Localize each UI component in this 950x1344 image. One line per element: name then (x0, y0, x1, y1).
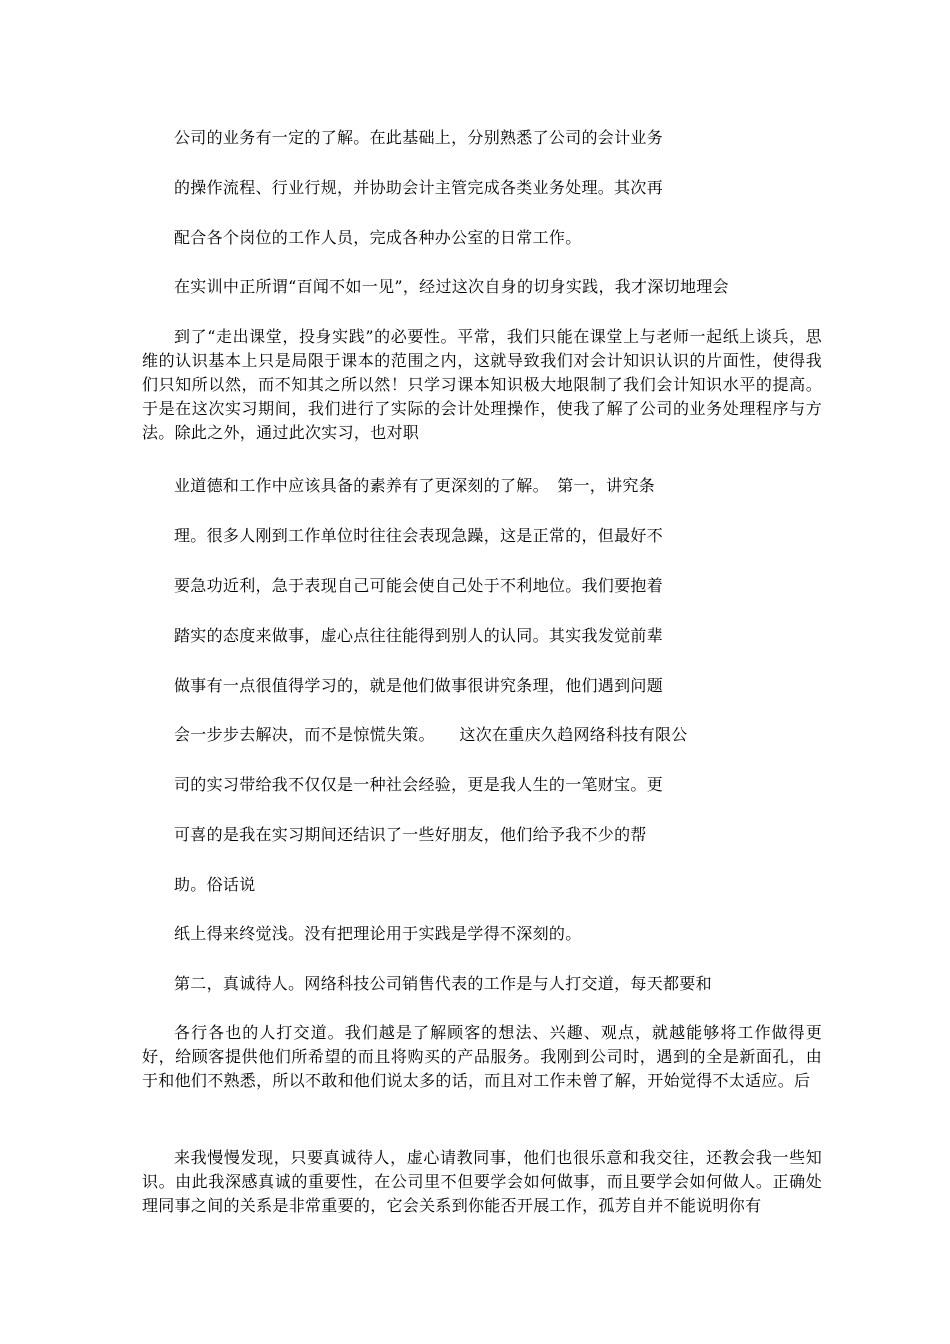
text-line: 业道德和工作中应该具备的素养有了更深刻的了解。 第一，讲究条 (174, 476, 656, 495)
text-line: 助。俗话说 (174, 875, 256, 894)
paragraph: 到了“走出课堂，投身实践”的必要性。平常，我们只能在课堂上与老师一起纸上谈兵，思维的认识基本上只是局限于课本的范围之内，这就导致我们对会计知识认识的片面性，使得我们只知所以然，而不知其之所以然！只学习课本知识极大地限制了我们会计知识水平的提高。于是在这次实习期间，我们进行了实际的会计处理操作，使我了解了公司的业务处理程序与方法。除此之外，通过此次实习，也对职 (142, 327, 822, 442)
paragraph: 来我慢慢发现，只要真诚待人，虚心请教同事，他们也很乐意和我交往，还教会我一些知识。由此我深感真诚的重要性，在公司里不但要学会如何做事，而且要学会如何做人。正确处理同事之间的关系是非常重要的，它会关系到你能否开展工作，孤芳自并不能说明你有 (142, 1148, 822, 1215)
text-line: 公司的业务有一定的了解。在此基础上，分别熟悉了公司的会计业务 (174, 128, 664, 147)
text-line: 纸上得来终觉浅。没有把理论用于实践是学得不深刻的。 (174, 924, 582, 943)
text-line: 的操作流程、行业行规，并协助会计主管完成各类业务处理。其次再 (174, 178, 664, 197)
text-line: 做事有一点很值得学习的，就是他们做事很讲究条理，他们遇到问题 (174, 676, 664, 695)
text-line: 可喜的是我在实习期间还结识了一些好朋友，他们给予我不少的帮 (174, 825, 647, 844)
text-line: 第二，真诚待人。网络科技公司销售代表的工作是与人打交道，每天都要和 (174, 974, 712, 993)
text-line: 理。很多人刚到工作单位时往往会表现急躁，这是正常的，但最好不 (174, 526, 664, 545)
text-line: 配合各个岗位的工作人员，完成各种办公室的日常工作。 (174, 228, 582, 247)
text-line: 在实训中正所谓“百闻不如一见”，经过这次自身的切身实践，我才深切地理会 (174, 277, 729, 296)
text-line: 踏实的态度来做事，虚心点往往能得到别人的认同。其实我发觉前辈 (174, 626, 664, 645)
text-line: 要急功近利，急于表现自己可能会使自己处于不利地位。我们要抱着 (174, 576, 664, 595)
text-line: 司的实习带给我不仅仅是一种社会经验，更是我人生的一笔财宝。更 (174, 775, 664, 794)
paragraph: 各行各也的人打交道。我们越是了解顾客的想法、兴趣、观点，就越能够将工作做得更好，给顾客提供他们所希望的而且将购买的产品服务。我刚到公司时，遇到的全是新面孔，由于和他们不熟悉，所以不敢和他们说太多的话，而且对工作未曾了解，开始觉得不太适应。后 (142, 1023, 822, 1090)
text-line: 会一步步去解决，而不是惊慌失策。 这次在重庆久趋网络科技有限公 (174, 725, 688, 744)
